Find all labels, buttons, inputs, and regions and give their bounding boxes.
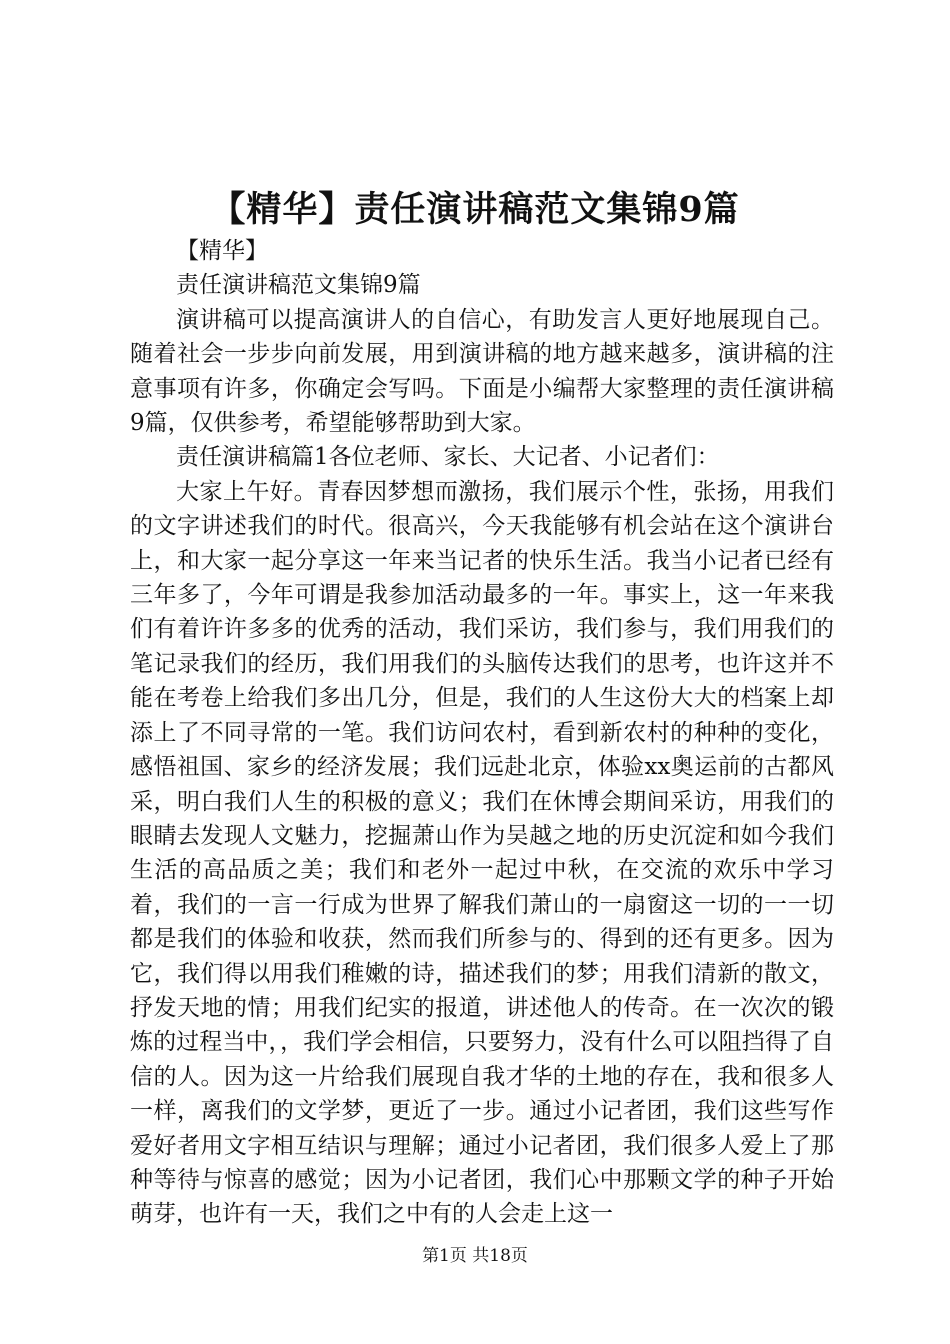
page-number-footer: 第1页 共18页 [422,1246,528,1266]
paragraph-speech-heading: 责任演讲稿篇1各位老师、家长、大记者、小记者们： [176,444,720,471]
paragraph-subtitle: 责任演讲稿范文集锦9篇 [176,272,421,299]
paragraph-speech-body: 大家上午好。青春因梦想而激扬，我们展示个性，张扬，用我们的文字讲述我们的时代。很高兴，今天我能够有机会站在这个演讲台上，和大家一起分享这一年来当记者的快乐生活。我当小记者已经有三年多了，今年可谓是我参加活动最多的一年。事实上，这一年来我们有着许许多多的优秀的活动，我们采访，我们参与，我们用我们的笔记录我们的经历，我们用我们的头脑传达我们的思考，也许这并不能在考卷上给我们多出几分，但是，我们的人生这份大大的档案上却添上了不同寻常的一笔。我们访问农村，看到新农村的种种的变化，感悟祖国、家乡的经济发展；我们远赴北京，体验xx奥运前的古都风采，明白我们人生的积极的意义；我们在休博会期间采访，用我们的眼睛去发现人文魅力，挖掘萧山作为吴越之地的历史沉淀和如今我们生活的高品质之美；我们和老外一起过中秋，在交流的欢乐中学习着，我们的一言一行成为世界了解我们萧山的一扇窗这一切的一一切都是我们的体验和收获，然而我们所参与的、得到的还有更多。因为它，我们得以用我们稚嫩的诗，描述我们的梦；用我们清新的散文，抒发天地的情；用我们纪实的报道，讲述他人的传奇。在一次次的锻炼的过程当中，，我们学会相信，只要努力，没有什么可以阻挡得了自信的人。因为这一片给我们展现自我才华的土地的存在，我和很多人一样，离我们的文学梦，更近了一步。通过小记者团，我们这些写作爱好者用文字相互结识与理解；通过小记者团，我们很多人爱上了那种等待与惊喜的感觉；因为小记者团，我们心中那颗文学的种子开始萌芽，也许有一天，我们之中有的人会走上这一 [130,478,834,1228]
paragraph-intro: 演讲稿可以提高演讲人的自信心，有助发言人更好地展现自己。随着社会一步步向前发展，用到演讲稿的地方越来越多，演讲稿的注意事项有许多，你确定会写吗。下面是小编帮大家整理的责任演讲稿9篇，仅供参考，希望能够帮助到大家。 [130,306,834,437]
document-body [130,234,834,1232]
document-title: 【精华】责任演讲稿范文集锦9篇 [210,189,740,230]
paragraph-tag: 【精华】 [176,238,268,264]
